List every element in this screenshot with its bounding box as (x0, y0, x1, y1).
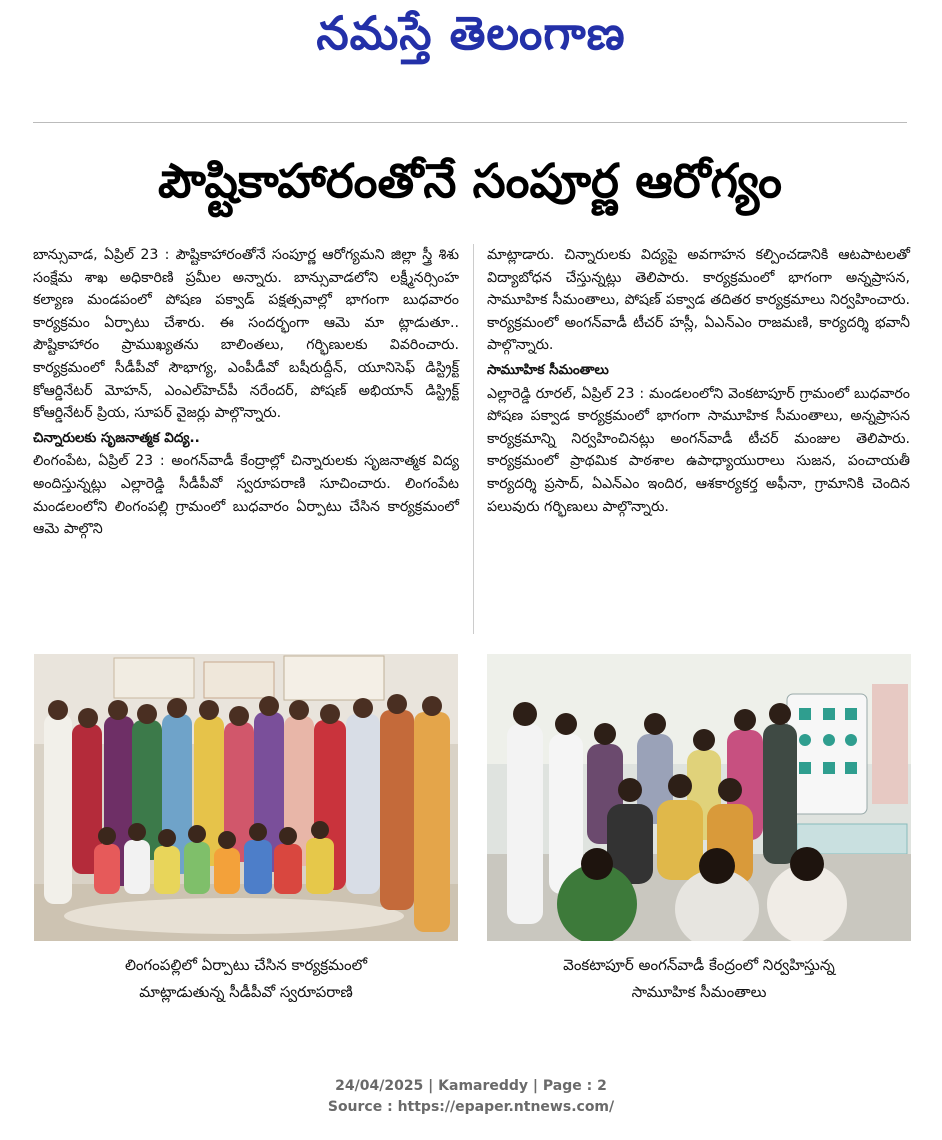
right-column (487, 244, 910, 518)
right-subheading: సామూహిక సీమంతాలు (487, 361, 609, 378)
right-photo-caption (487, 952, 911, 1006)
newspaper-logo: నమస్తే తెలంగాణ (316, 6, 626, 60)
left-caption-line-2: మాట్లాడుతున్న సీడీపీవో స్వరూపరాణి (139, 983, 353, 1001)
left-paragraph-2: లింగంపేట, ఏప్రిల్ 23 : అంగన్‌వాడీ కేంద్రాల్లో చిన్నారులకు సృజనాత్మక విద్య అందిస్తున్నట్లు ఎల్లారెడ్డి సీడీపీవో స్వరూపరాణి సూచించారు. లింగంపేట మండలంలోని లింగంపల్లి గ్రామంలో బుధవారం ఏర్పాటు చేసిన కార్యక్రమంలో ఆమె పాల్గొని (33, 453, 459, 538)
footer-edition-info: 24/04/2025 | Kamareddy | Page : 2 (335, 1078, 607, 1094)
photo-venkatapur-ceremony (487, 654, 911, 941)
left-photo-caption (34, 952, 458, 1006)
right-caption-line-2: సామూహిక సీమంతాలు (631, 983, 767, 1001)
top-divider (33, 122, 907, 123)
left-subheading: చిన్నారులకు సృజనాత్మక విద్య.. (33, 429, 200, 446)
right-paragraph-2: ఎల్లారెడ్డి రూరల్, ఏప్రిల్ 23 : మండలంలోని వెంకటాపూర్ గ్రామంలో బుధవారం పోషణ పక్వాడ కార్యక్రమంలో భాగంగా సామూహిక సీమంతాలు, అన్నప్రాసన కార్యక్రమాన్ని నిర్వహించినట్లు అంగన్‌వాడీ టీచర్ మంజుల తెలిపారు. కార్యక్రమంలో ప్రాథమిక పాఠశాల ఉపాధ్యాయురాలు సుజన, పంచాయతీ కార్యదర్శి ప్రసాద్, ఏఎన్ఎం ఇందిర, ఆశకార్యకర్త అఫీనా, గ్రామానికి చెందిన పలువురు గర్భిణులు పాల్గొన్నారు. (487, 385, 910, 515)
column-divider (473, 244, 474, 634)
right-paragraph-1: మాట్లాడారు. చిన్నారులకు విద్యపై అవగాహన కల్పించడానికి ఆటపాటలతో విద్యాబోధన చేస్తున్నట్లు తెలిపారు. కార్యక్రమంలో భాగంగా అన్నప్రాసన, సామూహిక సీమంతాలు, పోషణ్ పక్వాడ తదితర కార్యక్రమాలు నిర్వహించారు. కార్యక్రమంలో అంగన్‌వాడీ టీచర్ హస్లీ, ఏఎన్ఎం రాజమణి, కార్యదర్శి భవానీ పాల్గొన్నారు. (487, 247, 910, 354)
photo-lingampalli-event (34, 654, 458, 941)
footer-source: Source : https://epaper.ntnews.com/ (327, 1099, 615, 1115)
left-column (33, 244, 459, 541)
article-headline: పౌష్టికాహారంతోనే సంపూర్ణ ఆరోగ్యం (158, 154, 782, 209)
footer (0, 1076, 942, 1118)
right-caption-line-1: వెంకటాపూర్ అంగన్‌వాడీ కేంద్రంలో నిర్వహిస్తున్న (563, 956, 835, 974)
masthead (0, 0, 942, 80)
left-paragraph-1: బాన్సువాడ, ఏప్రిల్ 23 : పౌష్టికాహారంతోనే సంపూర్ణ ఆరోగ్యమని జిల్లా స్త్రీ శిశు సంక్షేమ శాఖ అధికారిణి ప్రమీల అన్నారు. బాన్సువాడలోని లక్ష్మీనర్సింహ కల్యాణ మండపంలో పోషణ పక్వాడ్ పక్షత్సవాల్లో భాగంగా బుధవారం కార్యక్రమం ఏర్పాటు చేశారు. ఈ సందర్భంగా ఆమె మా ట్లాడుతూ.. పౌష్టికాహారం ప్రాముఖ్యతను బాలింతలు, గర్భిణులకు వివరించారు. కార్యక్రమంలో సీడీపీవో సౌభాగ్య, ఎంపీడీవో బషీరుద్దీన్, యూనిసెఫ్ డిస్ట్రిక్ట్ కోఆర్డినేటర్ మోహన్, ఎంఎల్‌హెచ్‌పీ నరేందర్, పోషణ్ అభియాన్ డిస్ట్రిక్ట్ కోఆర్డినేటర్ ప్రియ, సూపర్ వైజర్లు పాల్గొన్నారు. (33, 247, 459, 422)
left-caption-line-1: లింగంపల్లిలో ఏర్పాటు చేసిన కార్యక్రమంలో (124, 956, 368, 974)
